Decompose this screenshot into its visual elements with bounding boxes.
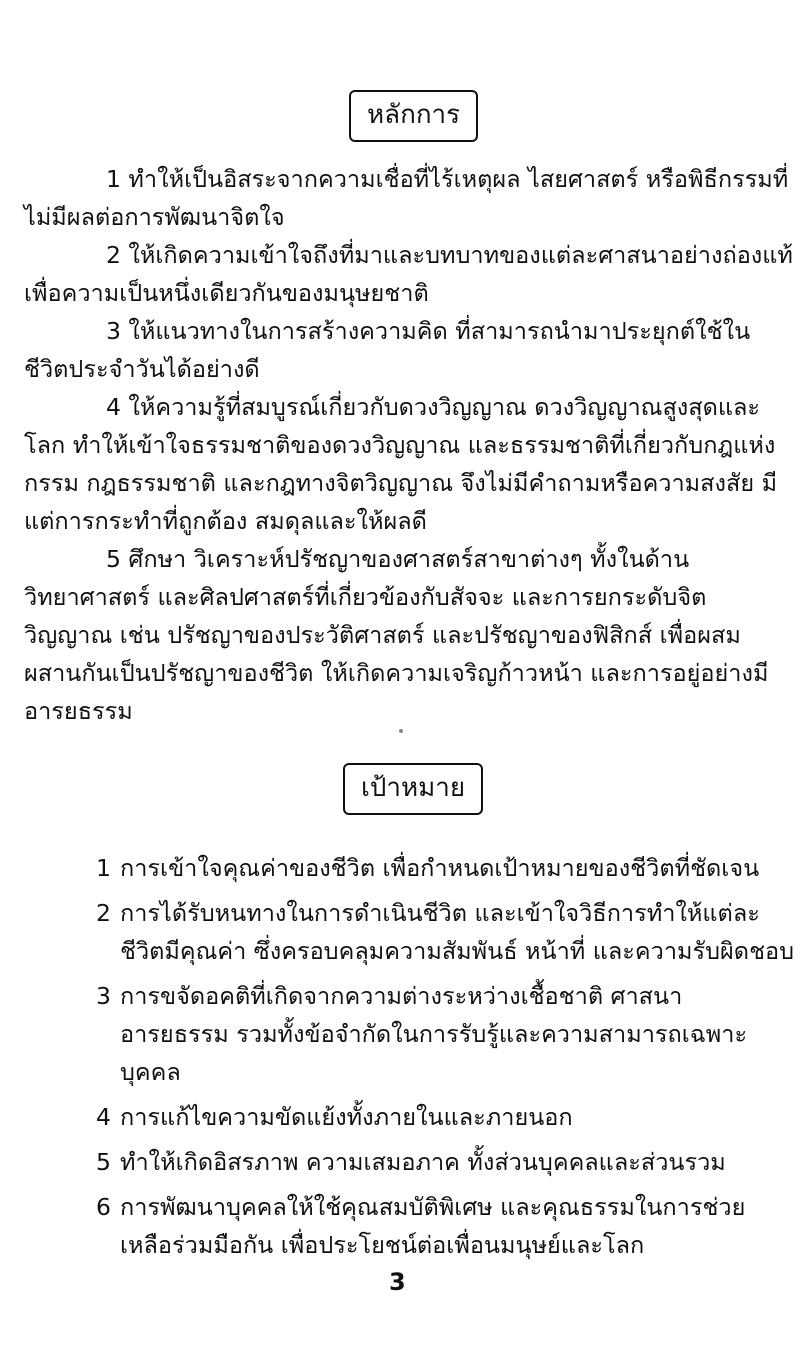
goal-number: 3: [96, 982, 111, 1010]
goals-heading: เป้าหมาย: [343, 763, 483, 815]
goal-text: การได้รับหนทางในการดำเนินชีวิต และเข้าใจวิธีการทำให้แต่ละชีวิตมีคุณค่า ซึ่งครอบคลุมความสัมพันธ์ หน้าที่ และความรับผิดชอบ: [120, 899, 795, 965]
goal-number: 1: [96, 854, 111, 882]
goal-item: [96, 1098, 796, 1136]
goal-item: [96, 1143, 796, 1181]
goal-text: การพัฒนาบุคคลให้ใช้คุณสมบัติพิเศษ และคุณธรรมในการช่วยเหลือร่วมมือกัน เพื่อประโยชน์ต่อเพื่อนมนุษย์และโลก: [120, 1193, 746, 1259]
principle-paragraph: 3 ให้แนวทางในการสร้างความคิด ที่สามารถนำมาประยุกต์ใช้ในชีวิตประจำวันได้อย่างดี: [24, 317, 751, 383]
principle-paragraph: 2 ให้เกิดความเข้าใจถึงที่มาและบทบาทของแต่ละศาสนาอย่างถ่องแท้เพื่อความเป็นหนึ่งเดียวกันของมนุษยชาติ: [24, 241, 793, 307]
goal-text: การขจัดอคติที่เกิดจากความต่างระหว่างเชื้อชาติ ศาสนา อารยธรรม รวมทั้งข้อจำกัดในการรับรู้และความสามารถเฉพาะบุคคล: [120, 982, 748, 1086]
goal-text: การแก้ไขความขัดแย้งทั้งภายในและภายนอก: [120, 1103, 573, 1131]
goal-number: 6: [96, 1193, 111, 1221]
principles-section: [24, 160, 794, 730]
goals-list: [96, 849, 796, 1264]
goal-item: [96, 1188, 796, 1264]
principle-paragraph: 4 ให้ความรู้ที่สมบูรณ์เกี่ยวกับดวงวิญญาณ ดวงวิญญาณสูงสุดและโลก ทำให้เข้าใจธรรมชาติของดวงวิญญาณ และธรรมชาติที่เกี่ยวกับกฎแห่งกรรม กฎธรรมชาติ และกฎทางจิตวิญญาณ จึงไม่มีคำถามหรือความสงสัย มีแต่การกระทำที่ถูกต้อง สมดุลและให้ผลดี: [24, 393, 778, 535]
goal-number: 5: [96, 1148, 111, 1176]
goal-text: การเข้าใจคุณค่าของชีวิต เพื่อกำหนดเป้าหมายของชีวิตที่ชัดเจน: [120, 854, 760, 882]
goal-item: [96, 849, 796, 887]
goal-item: [96, 977, 796, 1091]
goal-number: 2: [96, 899, 111, 927]
page-number: 3: [389, 1268, 406, 1296]
goal-number: 4: [96, 1103, 111, 1131]
scan-speck: [399, 729, 403, 733]
principles-heading: หลักการ: [349, 90, 478, 142]
goal-item: [96, 894, 796, 970]
goal-text: ทำให้เกิดอิสรภาพ ความเสมอภาค ทั้งส่วนบุคคลและส่วนรวม: [120, 1148, 726, 1176]
principle-paragraph: 1 ทำให้เป็นอิสระจากความเชื่อที่ไร้เหตุผล ไสยศาสตร์ หรือพิธีกรรมที่ไม่มีผลต่อการพัฒนาจิตใจ: [24, 165, 789, 231]
principle-paragraph: 5 ศึกษา วิเคราะห์ปรัชญาของศาสตร์สาขาต่างๆ ทั้งในด้านวิทยาศาสตร์ และศิลปศาสตร์ที่เกี่ยวข้องกับสัจจะ และการยกระดับจิตวิญญาณ เช่น ปรัชญาของประวัติศาสตร์ และปรัชญาของฟิสิกส์ เพื่อผสมผสานกันเป็นปรัชญาของชีวิต ให้เกิดความเจริญก้าวหน้า และการอยู่อย่างมีอารยธรรม: [24, 545, 769, 725]
